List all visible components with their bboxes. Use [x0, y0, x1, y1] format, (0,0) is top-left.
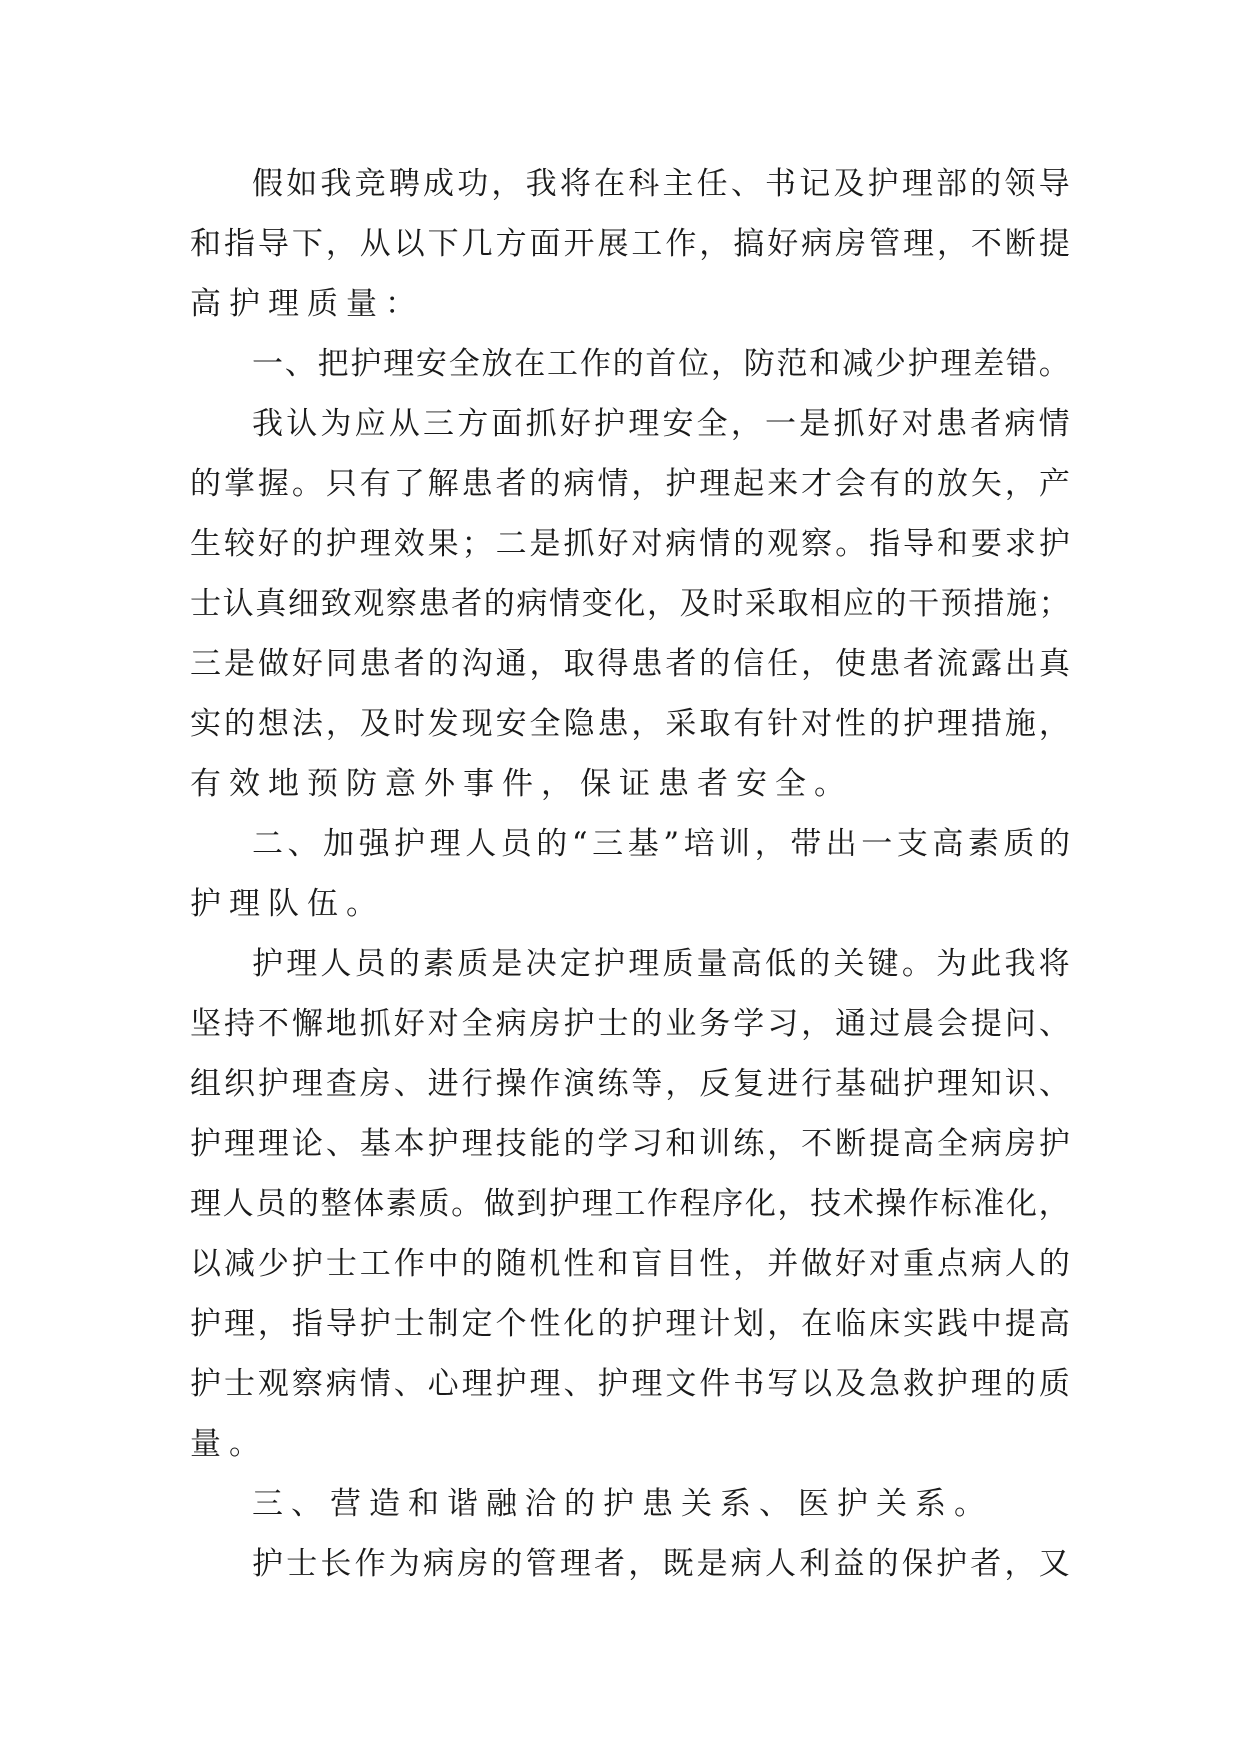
text-line: 护 理 ， 指 导 护 士 制 定 个 性 化 的 护 理 计 划 ， 在 临 床 实 践 中 提 高	[190, 1306, 1070, 1342]
text-line: 三 是 做 好 同 患 者 的 沟 通 ， 取 得 患 者 的 信 任 ， 使 患 者 流 露 出 真	[190, 646, 1070, 682]
text-line: 三 、 营 造 和 谐 融 洽 的 护 患 关 系 、 医 护 关 系 。	[252, 1486, 993, 1522]
document-body	[190, 154, 1070, 1594]
text-line: 护 理 理 论 、 基 本 护 理 技 能 的 学 习 和 训 练 ， 不 断 提 高 全 病 房 护	[190, 1126, 1070, 1162]
text-line: 我 认 为 应 从 三 方 面 抓 好 护 理 安 全 ， 一 是 抓 好 对 患 者 病 情	[252, 406, 1070, 442]
text-line: 一 、 把 护 理 安 全 放 在 工 作 的 首 位 ， 防 范 和 减 少 护 理 差 错 。	[252, 346, 1070, 382]
text-line: 组 织 护 理 查 房 、 进 行 操 作 演 练 等 ， 反 复 进 行 基 础 护 理 知 识 、	[190, 1066, 1070, 1102]
text-line: 护 士 长 作 为 病 房 的 管 理 者 ， 既 是 病 人 利 益 的 保 护 者 ， 又	[252, 1546, 1070, 1582]
text-line: 护 理 队 伍 。	[190, 886, 385, 922]
text-line: 以 减 少 护 士 工 作 中 的 随 机 性 和 盲 目 性 ， 并 做 好 对 重 点 病 人 的	[190, 1246, 1070, 1282]
text-line: 生 较 好 的 护 理 效 果 ； 二 是 抓 好 对 病 情 的 观 察 。 指 导 和 要 求 护	[190, 526, 1070, 562]
text-line: 实 的 想 法 ， 及 时 发 现 安 全 隐 患 ， 采 取 有 针 对 性 的 护 理 措 施 ，	[190, 706, 1070, 742]
text-line: 高 护 理 质 量 ：	[190, 286, 424, 322]
text-line: 假 如 我 竞 聘 成 功 ， 我 将 在 科 主 任 、 书 记 及 护 理 部 的 领 导	[252, 166, 1070, 202]
text-line: 有 效 地 预 防 意 外 事 件 ， 保 证 患 者 安 全 。	[190, 766, 853, 802]
text-line: 理 人 员 的 整 体 素 质 。 做 到 护 理 工 作 程 序 化 ， 技 术 操 作 标 准 化 ，	[190, 1186, 1070, 1222]
text-line: 护 理 人 员 的 素 质 是 决 定 护 理 质 量 高 低 的 关 键 。 为 此 我 将	[252, 946, 1070, 982]
text-line: 量 。	[190, 1426, 268, 1462]
text-line: 士 认 真 细 致 观 察 患 者 的 病 情 变 化 ， 及 时 采 取 相 应 的 干 预 措 施 ；	[190, 586, 1070, 622]
text-line: 和 指 导 下 ， 从 以 下 几 方 面 开 展 工 作 ， 搞 好 病 房 管 理 ， 不 断 提	[190, 226, 1070, 262]
text-line: 的 掌 握 。 只 有 了 解 患 者 的 病 情 ， 护 理 起 来 才 会 有 的 放 矢 ， 产	[190, 466, 1070, 502]
text-line: 二 、 加 强 护 理 人 员 的 “ 三 基 ” 培 训 ， 带 出 一 支 高 素 质 的	[252, 826, 1070, 862]
text-line: 护 士 观 察 病 情 、 心 理 护 理 、 护 理 文 件 书 写 以 及 急 救 护 理 的 质	[190, 1366, 1070, 1402]
text-line: 坚 持 不 懈 地 抓 好 对 全 病 房 护 士 的 业 务 学 习 ， 通 过 晨 会 提 问 、	[190, 1006, 1070, 1042]
